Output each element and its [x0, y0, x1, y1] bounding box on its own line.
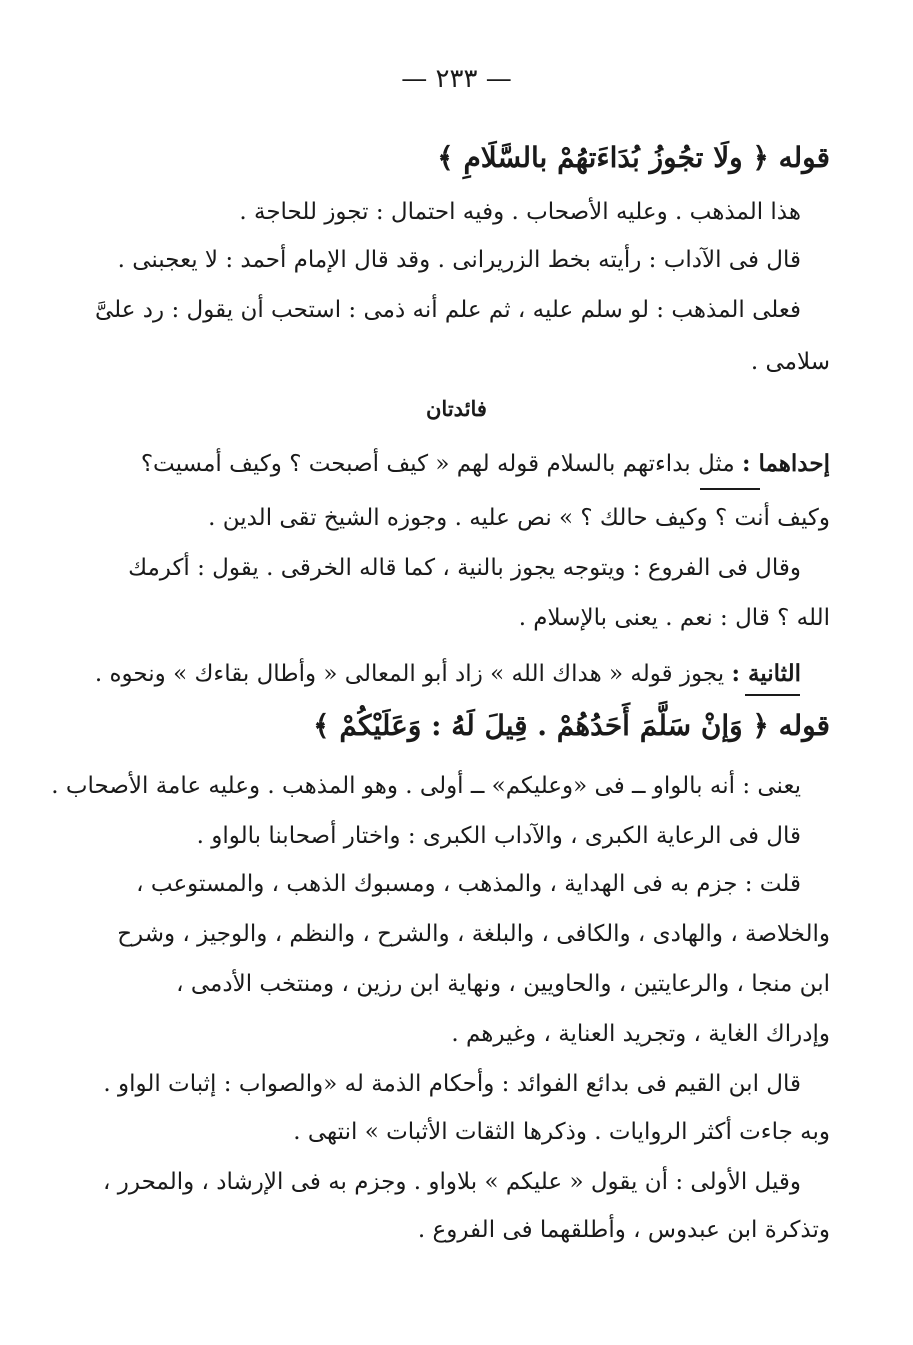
paragraph-2-line-3: قلت : جزم به فى الهداية ، والمذهب ، ومسبوك الذهب ، والمستوعب ،	[136, 871, 801, 897]
paragraph-2-line-10: وتذكرة ابن عبدوس ، وأطلقهما فى الفروع .	[417, 1217, 830, 1243]
heading-1-quote: ﴿ ولَا تجُوزُ بُدَاءَتهُمْ بالسَّلَامِ ﴾	[437, 141, 769, 174]
paragraph-2-line-5: ابن منجا ، والرعايتين ، والحاويين ، ونهاية ابن رزين ، ومنتخب الأدمى ،	[176, 971, 830, 997]
paragraph-1-line-4: سلامى .	[750, 349, 830, 375]
label-underline-2	[745, 694, 800, 696]
paragraph-2-line-8: وبه جاءت أكثر الروايات . وذكرها الثقات الأثبات » انتهى .	[293, 1119, 830, 1145]
benefit-2-line	[94, 656, 801, 692]
benefit-1-line-1	[140, 446, 830, 482]
heading-2-lead: قوله	[778, 709, 830, 742]
benefit-2-label: الثانية :	[731, 660, 801, 687]
page-number: — ٢٣٣ —	[401, 64, 512, 94]
paragraph-2-line-6: وإدراك الغاية ، وتجريد العناية ، وغيرهم .	[451, 1021, 830, 1047]
benefit-1-line-3: وقال فى الفروع : ويتوجه يجوز بالنية ، كما قاله الخرقى . يقول : أكرمك	[128, 555, 801, 581]
benefit-1-text-1: مثل بداءتهم بالسلام قوله لهم « كيف أصبحت ؟ وكيف أمسيت؟	[140, 451, 735, 477]
paragraph-1-line-1: هذا المذهب . وعليه الأصحاب . وفيه احتمال : تجوز للحاجة .	[239, 199, 801, 225]
section-title: فائدتان	[426, 396, 487, 421]
section-heading-1	[150, 140, 830, 176]
label-underline-1	[700, 488, 760, 490]
paragraph-2-line-1: يعنى : أنه بالواو ــ فى «وعليكم» ــ أولى . وهو المذهب . وعليه عامة الأصحاب .	[51, 773, 801, 799]
benefit-1-label: إحداهما :	[741, 450, 830, 477]
paragraph-1-line-3: فعلى المذهب : لو سلم عليه ، ثم علم أنه ذمى : استحب أن يقول : رد علىَّ	[94, 297, 801, 323]
heading-2-quote: ﴿ وَإنْ سَلَّمَ أَحَدُهُمْ . قِيلَ لَهُ : وَعَلَيْكُمْ ﴾	[313, 709, 769, 742]
paragraph-1-line-2: قال فى الآداب : رأيته بخط الزريرانى . وقد قال الإمام أحمد : لا يعجبنى .	[117, 247, 801, 273]
benefit-2-text: يجوز قوله « هداك الله » زاد أبو المعالى « وأطال بقاءك » ونحوه .	[94, 661, 725, 687]
heading-1-lead: قوله	[778, 141, 830, 174]
paragraph-2-line-2: قال فى الرعاية الكبرى ، والآداب الكبرى : واختار أصحابنا بالواو .	[196, 823, 801, 849]
paragraph-2-line-4: والخلاصة ، والهادى ، والكافى ، والبلغة ، والشرح ، والنظم ، والوجيز ، وشرح	[117, 921, 830, 947]
paragraph-2-line-9: وقيل الأولى : أن يقول « عليكم » بلاواو . وجزم به فى الإرشاد ، والمحرر ،	[103, 1169, 801, 1195]
paragraph-2-line-7: قال ابن القيم فى بدائع الفوائد : وأحكام الذمة له «والصواب : إثبات الواو .	[103, 1071, 801, 1097]
benefit-1-line-2: وكيف أنت ؟ وكيف حالك ؟ » نص عليه . وجوزه الشيخ تقى الدين .	[208, 505, 830, 531]
benefit-1-line-4: الله ؟ قال : نعم . يعنى بالإسلام .	[518, 605, 830, 631]
section-heading-2	[150, 708, 830, 744]
